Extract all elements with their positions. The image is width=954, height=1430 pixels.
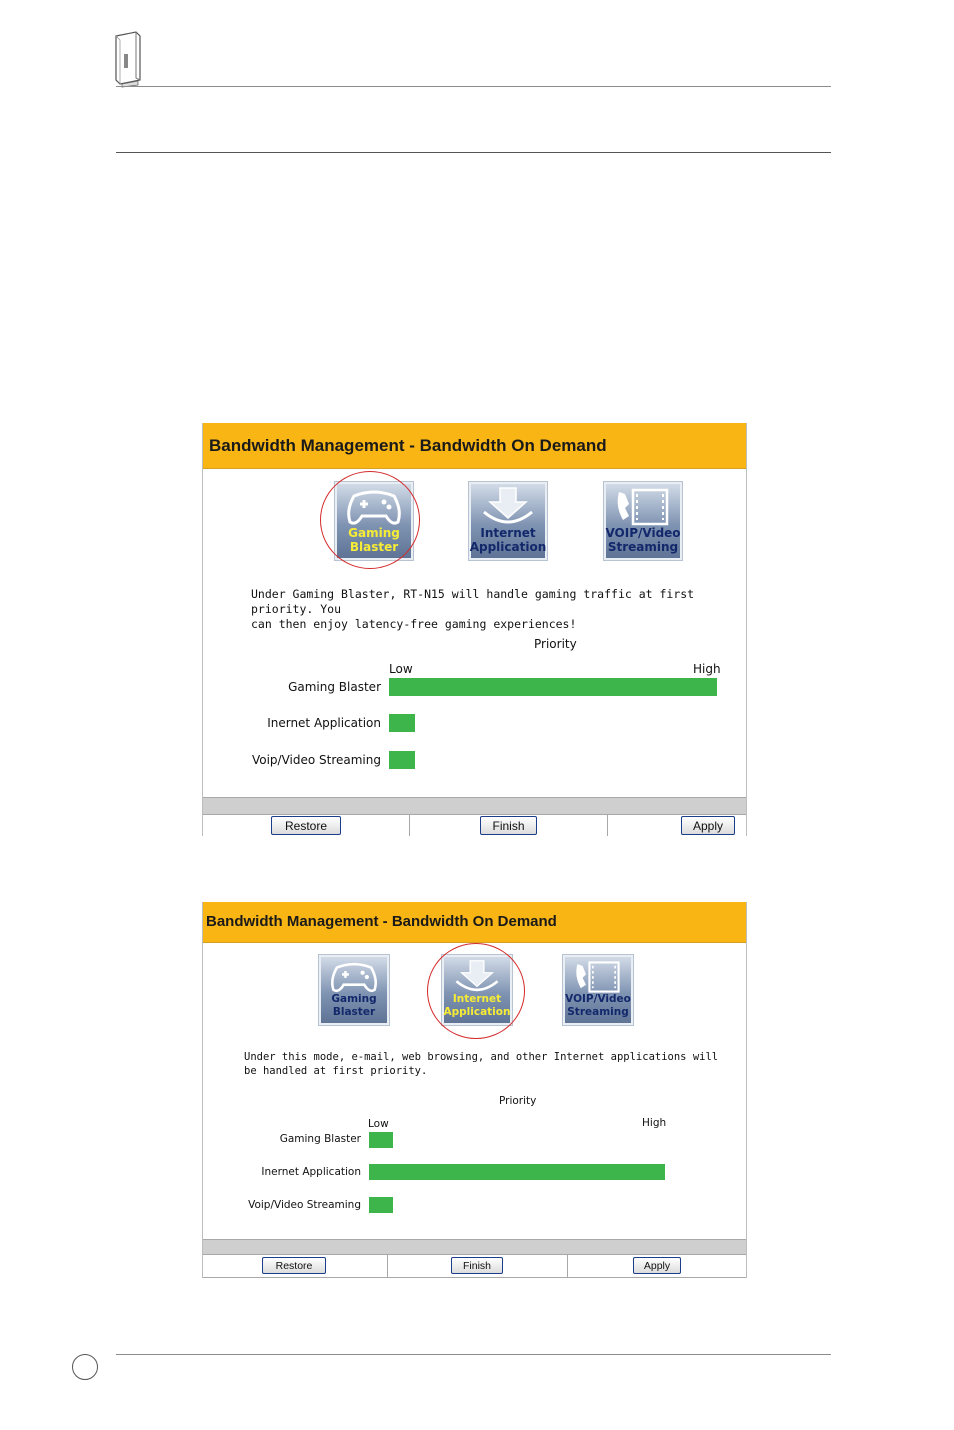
phone-film-icon (563, 959, 633, 995)
button-row (203, 814, 746, 836)
gamepad-icon (319, 959, 389, 995)
mode-voip-video-streaming[interactable] (603, 481, 683, 561)
low-label: Low (368, 1118, 389, 1130)
button-row (203, 1255, 746, 1278)
row-label-voip-video-streaming: Voip/Video Streaming (248, 1199, 361, 1211)
priority-bar-internet-application (389, 714, 415, 732)
router-device-icon (110, 30, 146, 88)
high-label: High (642, 1117, 667, 1129)
mode-voip-video-streaming[interactable] (562, 954, 634, 1026)
priority-bar-voip-video-streaming (369, 1197, 393, 1213)
mode-label: Gaming Blaster (331, 993, 377, 1018)
priority-bar-gaming-blaster (369, 1132, 393, 1148)
priority-bar-gaming-blaster (389, 678, 717, 696)
panel-title-bar (203, 902, 746, 943)
row-label-internet-application: Inernet Application (267, 716, 381, 730)
row-label-internet-application: Inernet Application (261, 1166, 361, 1178)
mode-gaming-blaster[interactable] (318, 954, 390, 1026)
mode-label: Internet Application (443, 993, 511, 1018)
footer-bar (203, 797, 746, 815)
row-label-gaming-blaster: Gaming Blaster (279, 1133, 361, 1145)
priority-bar-internet-application (369, 1164, 665, 1180)
footer-divider (387, 1255, 388, 1277)
footer-divider (409, 814, 410, 836)
priority-bar-voip-video-streaming (389, 751, 415, 769)
apply-button[interactable]: Apply (681, 816, 735, 835)
panel-title: Bandwidth Management - Bandwidth On Demand (206, 913, 557, 930)
footer-divider (607, 814, 608, 836)
page-number-circle (72, 1354, 98, 1380)
mode-label: Gaming Blaster (348, 526, 400, 555)
mode-label: Internet Application (469, 526, 547, 555)
apply-button[interactable]: Apply (633, 1257, 681, 1274)
selection-highlight-circle (427, 943, 525, 1039)
row-label-gaming-blaster: Gaming Blaster (288, 680, 381, 694)
low-label: Low (389, 662, 413, 676)
high-label: High (693, 662, 721, 676)
footer-divider (567, 1255, 568, 1277)
mode-description: Under this mode, e-mail, web browsing, and other Internet applications will be handled at first priority. (244, 1051, 719, 1077)
panel-title-bar (203, 423, 746, 469)
row-label-voip-video-streaming: Voip/Video Streaming (251, 753, 381, 767)
footer-rule (116, 1354, 831, 1355)
restore-button[interactable]: Restore (271, 816, 341, 835)
header-rule (116, 86, 831, 87)
mode-label: VOIP/Video Streaming (605, 526, 681, 555)
priority-heading: Priority (534, 637, 577, 651)
footer-bar (203, 1239, 746, 1255)
bandwidth-panel-gaming (202, 423, 747, 836)
mode-internet-application[interactable] (468, 481, 548, 561)
phone-film-icon (604, 486, 682, 528)
finish-button[interactable]: Finish (451, 1257, 503, 1274)
priority-heading: Priority (499, 1095, 537, 1107)
download-arrow-icon (469, 486, 547, 528)
panel-title: Bandwidth Management - Bandwidth On Demand (209, 436, 607, 455)
finish-button[interactable]: Finish (480, 816, 537, 835)
mode-label: VOIP/Video Streaming (565, 993, 631, 1018)
section-rule (116, 152, 831, 153)
selection-highlight-circle (320, 471, 420, 569)
mode-description: Under Gaming Blaster, RT-N15 will handle gaming traffic at first priority. You can then enjoy latency-free gaming experiences! (251, 587, 695, 631)
bandwidth-panel-internet (202, 902, 747, 1278)
restore-button[interactable]: Restore (262, 1257, 326, 1274)
